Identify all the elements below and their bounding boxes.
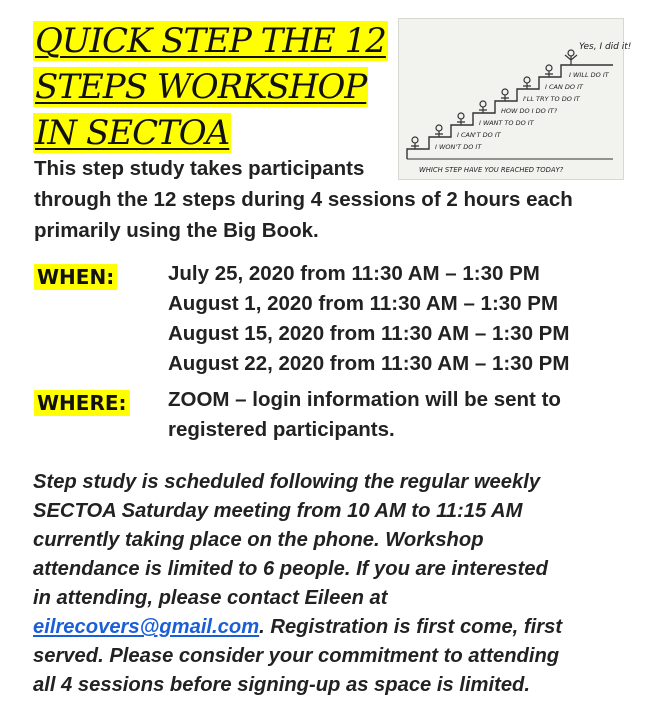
illustration-caption-bottom: WHICH STEP HAVE YOU REACHED TODAY?	[419, 166, 564, 174]
session-3: August 15, 2020 from 11:30 AM – 1:30 PM	[168, 322, 570, 345]
where-details	[168, 385, 618, 445]
step-label-7: I WON'T DO IT	[435, 143, 482, 151]
workshop-title	[33, 18, 393, 156]
note-line-5: in attending, please contact Eileen at	[33, 587, 388, 609]
where-line-2: registered participants.	[168, 418, 395, 441]
note-line-8: all 4 sessions before signing-up as space is limited.	[33, 674, 530, 696]
title-line-1: QUICK STEP THE 12	[35, 21, 386, 61]
when-sessions	[168, 259, 618, 379]
intro-line-3: primarily using the Big Book.	[34, 219, 319, 242]
intro-paragraph	[34, 153, 614, 246]
note-line-1: Step study is scheduled following the regular weekly	[33, 471, 541, 493]
note-after-email: . Registration is first come, first	[259, 616, 563, 638]
intro-line-2: through the 12 steps during 4 sessions of 2 hours each	[34, 188, 573, 211]
registration-note	[33, 468, 623, 700]
note-line-2: SECTOA Saturday meeting from 10 AM to 11:15 AM	[33, 500, 523, 522]
where-line-1: ZOOM – login information will be sent to	[168, 388, 561, 411]
when-label: WHEN:	[34, 264, 117, 290]
title-line-3: IN SECTOA	[35, 113, 230, 153]
where-label: WHERE:	[34, 390, 130, 416]
contact-email-link[interactable]: eilrecovers@gmail.com	[33, 616, 260, 638]
session-1: July 25, 2020 from 11:30 AM – 1:30 PM	[168, 262, 540, 285]
step-label-4: HOW DO I DO IT?	[501, 107, 558, 115]
illustration-caption-top: Yes, I did it!	[579, 42, 632, 52]
step-label-5: I WANT TO DO IT	[479, 119, 534, 127]
session-4: August 22, 2020 from 11:30 AM – 1:30 PM	[168, 352, 570, 375]
step-label-2: I CAN DO IT	[545, 83, 583, 91]
session-2: August 1, 2020 from 11:30 AM – 1:30 PM	[168, 292, 559, 315]
step-label-3: I'LL TRY TO DO IT	[523, 95, 580, 103]
intro-line-1: This step study takes participants	[34, 157, 365, 180]
step-label-6: I CAN'T DO IT	[457, 131, 501, 139]
step-label-1: I WILL DO IT	[569, 71, 609, 79]
note-line-3: currently taking place on the phone. Workshop	[33, 529, 484, 551]
note-line-4: attendance is limited to 6 people. If you are interested	[33, 558, 548, 580]
note-line-7: served. Please consider your commitment to attending	[33, 645, 560, 667]
title-line-2: STEPS WORKSHOP	[35, 67, 367, 107]
note-line-6	[33, 613, 623, 642]
